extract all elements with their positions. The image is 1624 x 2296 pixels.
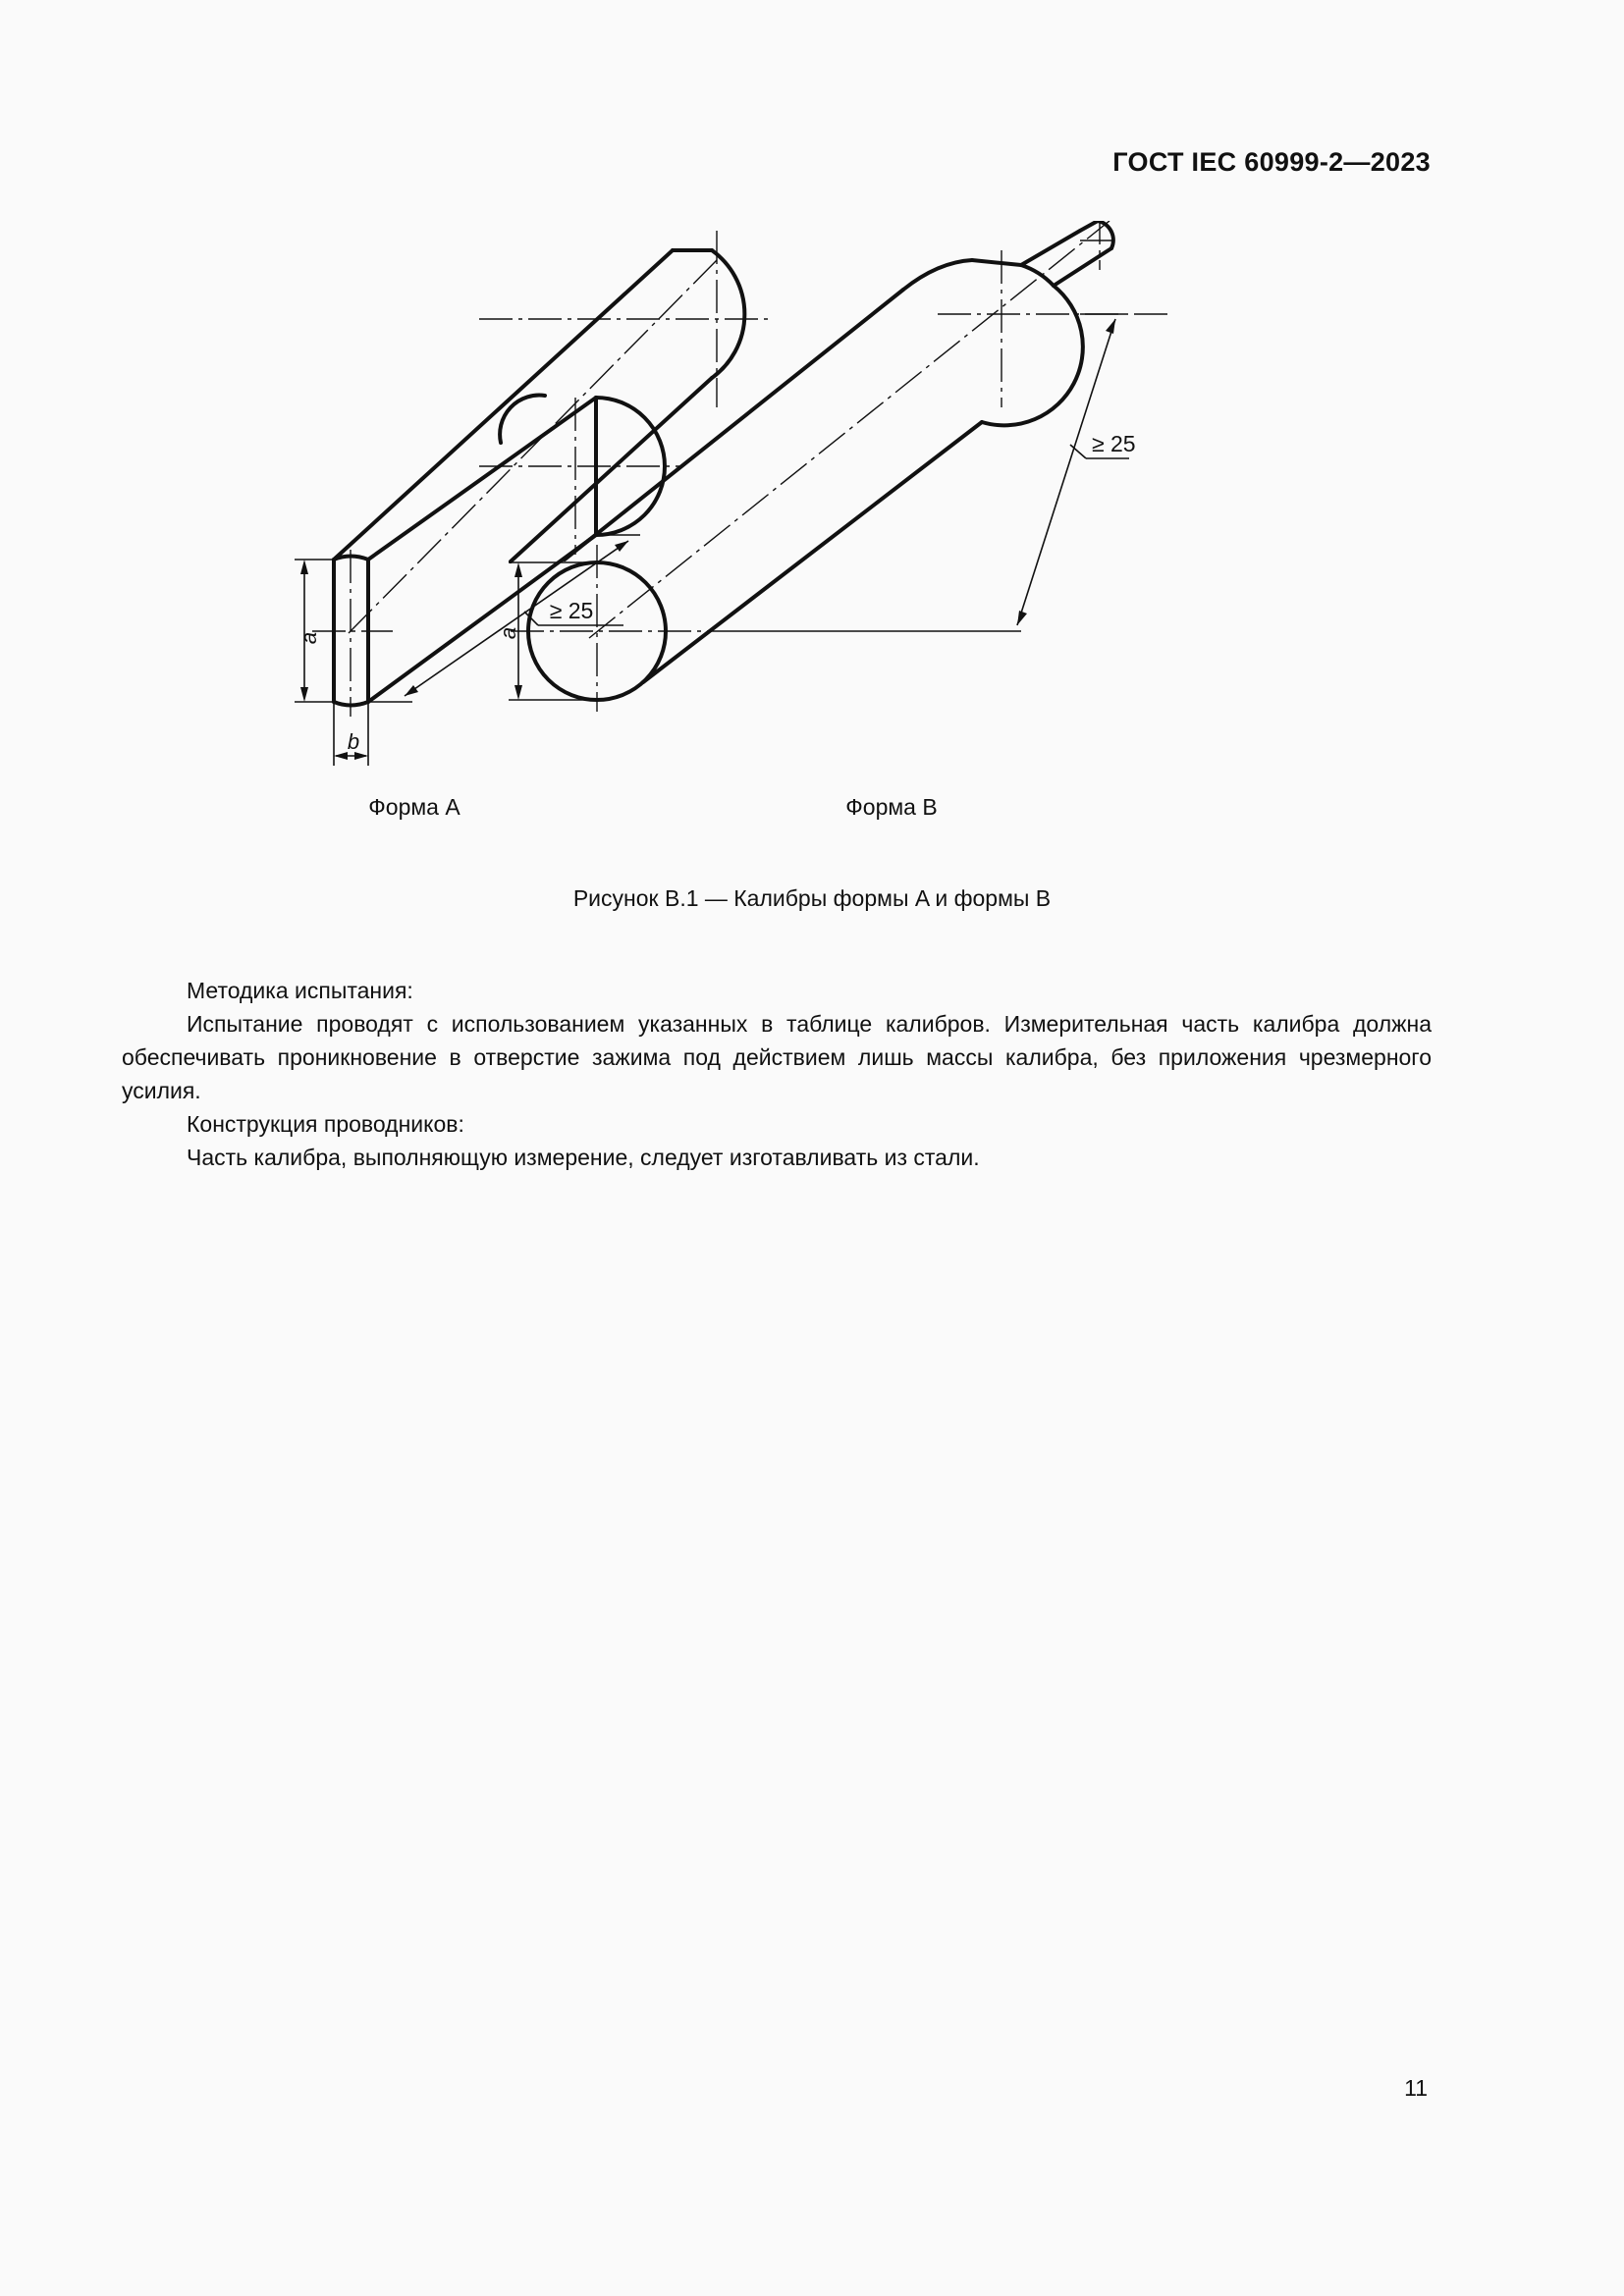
document-id-header: ГОСТ IEC 60999-2—2023	[1112, 147, 1431, 177]
figure-gauges	[295, 221, 1276, 829]
paragraph-test-method-heading: Методика испытания:	[187, 978, 413, 1003]
form-a-label: Форма A	[368, 794, 460, 820]
paragraph-conductor: Часть калибра, выполняющую измерение, следует изготавливать из стали.	[187, 1145, 980, 1170]
paragraph-test-method: Испытание проводят с использованием указанных в таблице калибров. Измерительная часть калибра должна обеспечивать проникновение в отверстие зажима под действием лишь массы калибра, без приложения чрезмерного усилия.	[122, 1011, 1432, 1103]
body-text	[122, 974, 1432, 1174]
paragraph-conductor-heading: Конструкция проводников:	[187, 1111, 464, 1137]
form-a-dim-a-label: a	[297, 631, 321, 645]
form-b-dim-length-label: ≥ 25	[1092, 431, 1136, 456]
form-b-label: Форма B	[845, 794, 938, 820]
figure-caption: Рисунок B.1 — Калибры формы A и формы B	[572, 885, 1052, 911]
form-b-dim-a-label: a	[496, 626, 520, 640]
form-a-dim-length-label: ≥ 25	[549, 598, 594, 623]
form-a-dim-b-label: b	[347, 729, 360, 754]
page-number: 11	[1404, 2075, 1428, 2101]
form-a-drawing	[295, 231, 774, 766]
gauge-drawing	[295, 221, 1276, 829]
